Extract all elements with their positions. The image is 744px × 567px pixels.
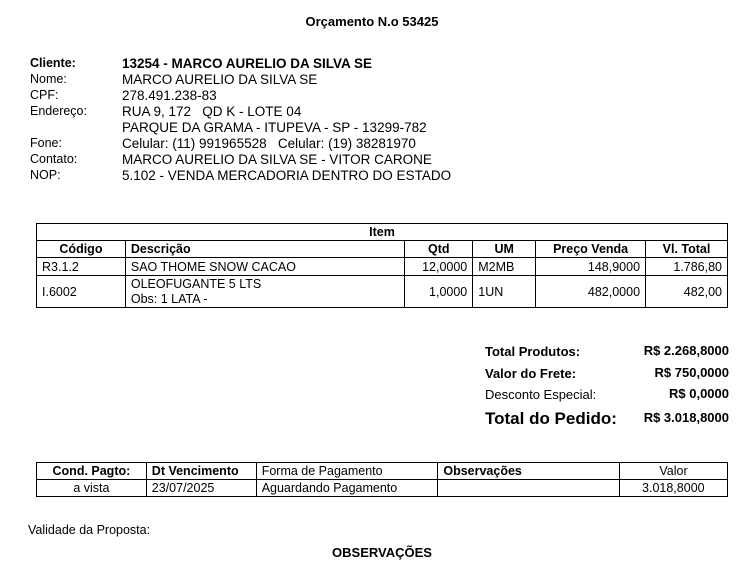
col-qtd: Qtd	[405, 241, 473, 258]
col-preco: Preço Venda	[536, 241, 646, 258]
col-forma: Forma de Pagamento	[256, 463, 438, 480]
pay-forma: Aguardando Pagamento	[256, 480, 438, 497]
col-vencimento: Dt Vencimento	[146, 463, 256, 480]
total-pedido-label: Total do Pedido:	[485, 409, 617, 428]
endereco-line1: RUA 9, 172 QD K - LOTE 04	[122, 104, 302, 119]
item-descricao: OLEOFUGANTE 5 LTS	[130, 276, 262, 291]
page-title: Orçamento N.o 53425	[305, 14, 439, 29]
observacoes-title: OBSERVAÇÕES	[332, 545, 432, 560]
nome-label: Nome:	[30, 72, 67, 86]
cliente-label: Cliente:	[30, 56, 76, 70]
col-codigo: Código	[37, 241, 126, 258]
desconto-label: Desconto Especial:	[485, 387, 597, 402]
table-row	[37, 276, 728, 308]
pay-valor: 3.018,8000	[620, 480, 728, 497]
items-table	[36, 223, 728, 308]
item-descricao-cell	[125, 276, 404, 308]
table-row	[37, 480, 728, 497]
payment-table	[36, 462, 728, 497]
pay-vencimento: 23/07/2025	[146, 480, 256, 497]
item-preco: 482,0000	[536, 276, 646, 308]
item-um: 1UN	[473, 276, 536, 308]
pay-cond: a vista	[37, 480, 147, 497]
endereco-label: Endereço:	[30, 104, 87, 118]
contato-label: Contato:	[30, 152, 78, 166]
item-obs: Obs: 1 LATA -	[130, 291, 208, 306]
nop-label: NOP:	[30, 168, 61, 182]
items-header: Item	[37, 224, 728, 241]
item-qtd: 12,0000	[405, 258, 473, 276]
items-column-headers	[37, 241, 728, 258]
col-observacoes: Observações	[438, 463, 620, 480]
nome-value: MARCO AURELIO DA SILVA SE	[122, 72, 318, 87]
frete-value: R$ 750,0000	[654, 365, 729, 380]
col-descricao: Descrição	[125, 241, 404, 258]
cpf-value: 278.491.238-83	[122, 88, 217, 103]
item-um: M2MB	[473, 258, 536, 276]
pay-obs	[438, 480, 620, 497]
nop-value: 5.102 - VENDA MERCADORIA DENTRO DO ESTADO	[122, 168, 452, 183]
total-produtos-label: Total Produtos:	[485, 344, 581, 359]
cliente-value: 13254 - MARCO AURELIO DA SILVA SE	[122, 56, 373, 71]
table-row	[37, 258, 728, 276]
item-codigo: R3.1.2	[37, 258, 126, 276]
total-pedido-value: R$ 3.018,8000	[643, 410, 729, 425]
validade-label: Validade da Proposta:	[28, 523, 151, 537]
cpf-label: CPF:	[30, 88, 59, 102]
col-cond-pagto: Cond. Pagto:	[37, 463, 147, 480]
item-codigo: I.6002	[37, 276, 126, 308]
col-um: UM	[473, 241, 536, 258]
item-total: 1.786,80	[646, 258, 728, 276]
item-descricao: SAO THOME SNOW CACAO	[125, 258, 404, 276]
fone-label: Fone:	[30, 136, 62, 150]
item-preco: 148,9000	[536, 258, 646, 276]
col-total: Vl. Total	[646, 241, 728, 258]
desconto-value: R$ 0,0000	[669, 386, 729, 401]
item-qtd: 1,0000	[405, 276, 473, 308]
payment-column-headers	[37, 463, 728, 480]
contato-value: MARCO AURELIO DA SILVA SE - VITOR CARONE	[122, 152, 432, 167]
fone-value: Celular: (11) 991965528 Celular: (19) 38281970	[122, 136, 416, 151]
total-produtos-value: R$ 2.268,8000	[643, 343, 729, 358]
item-total: 482,00	[646, 276, 728, 308]
frete-label: Valor do Frete:	[485, 366, 577, 381]
endereco-line2: PARQUE DA GRAMA - ITUPEVA - SP - 13299-782	[122, 120, 427, 135]
col-valor: Valor	[620, 463, 728, 480]
